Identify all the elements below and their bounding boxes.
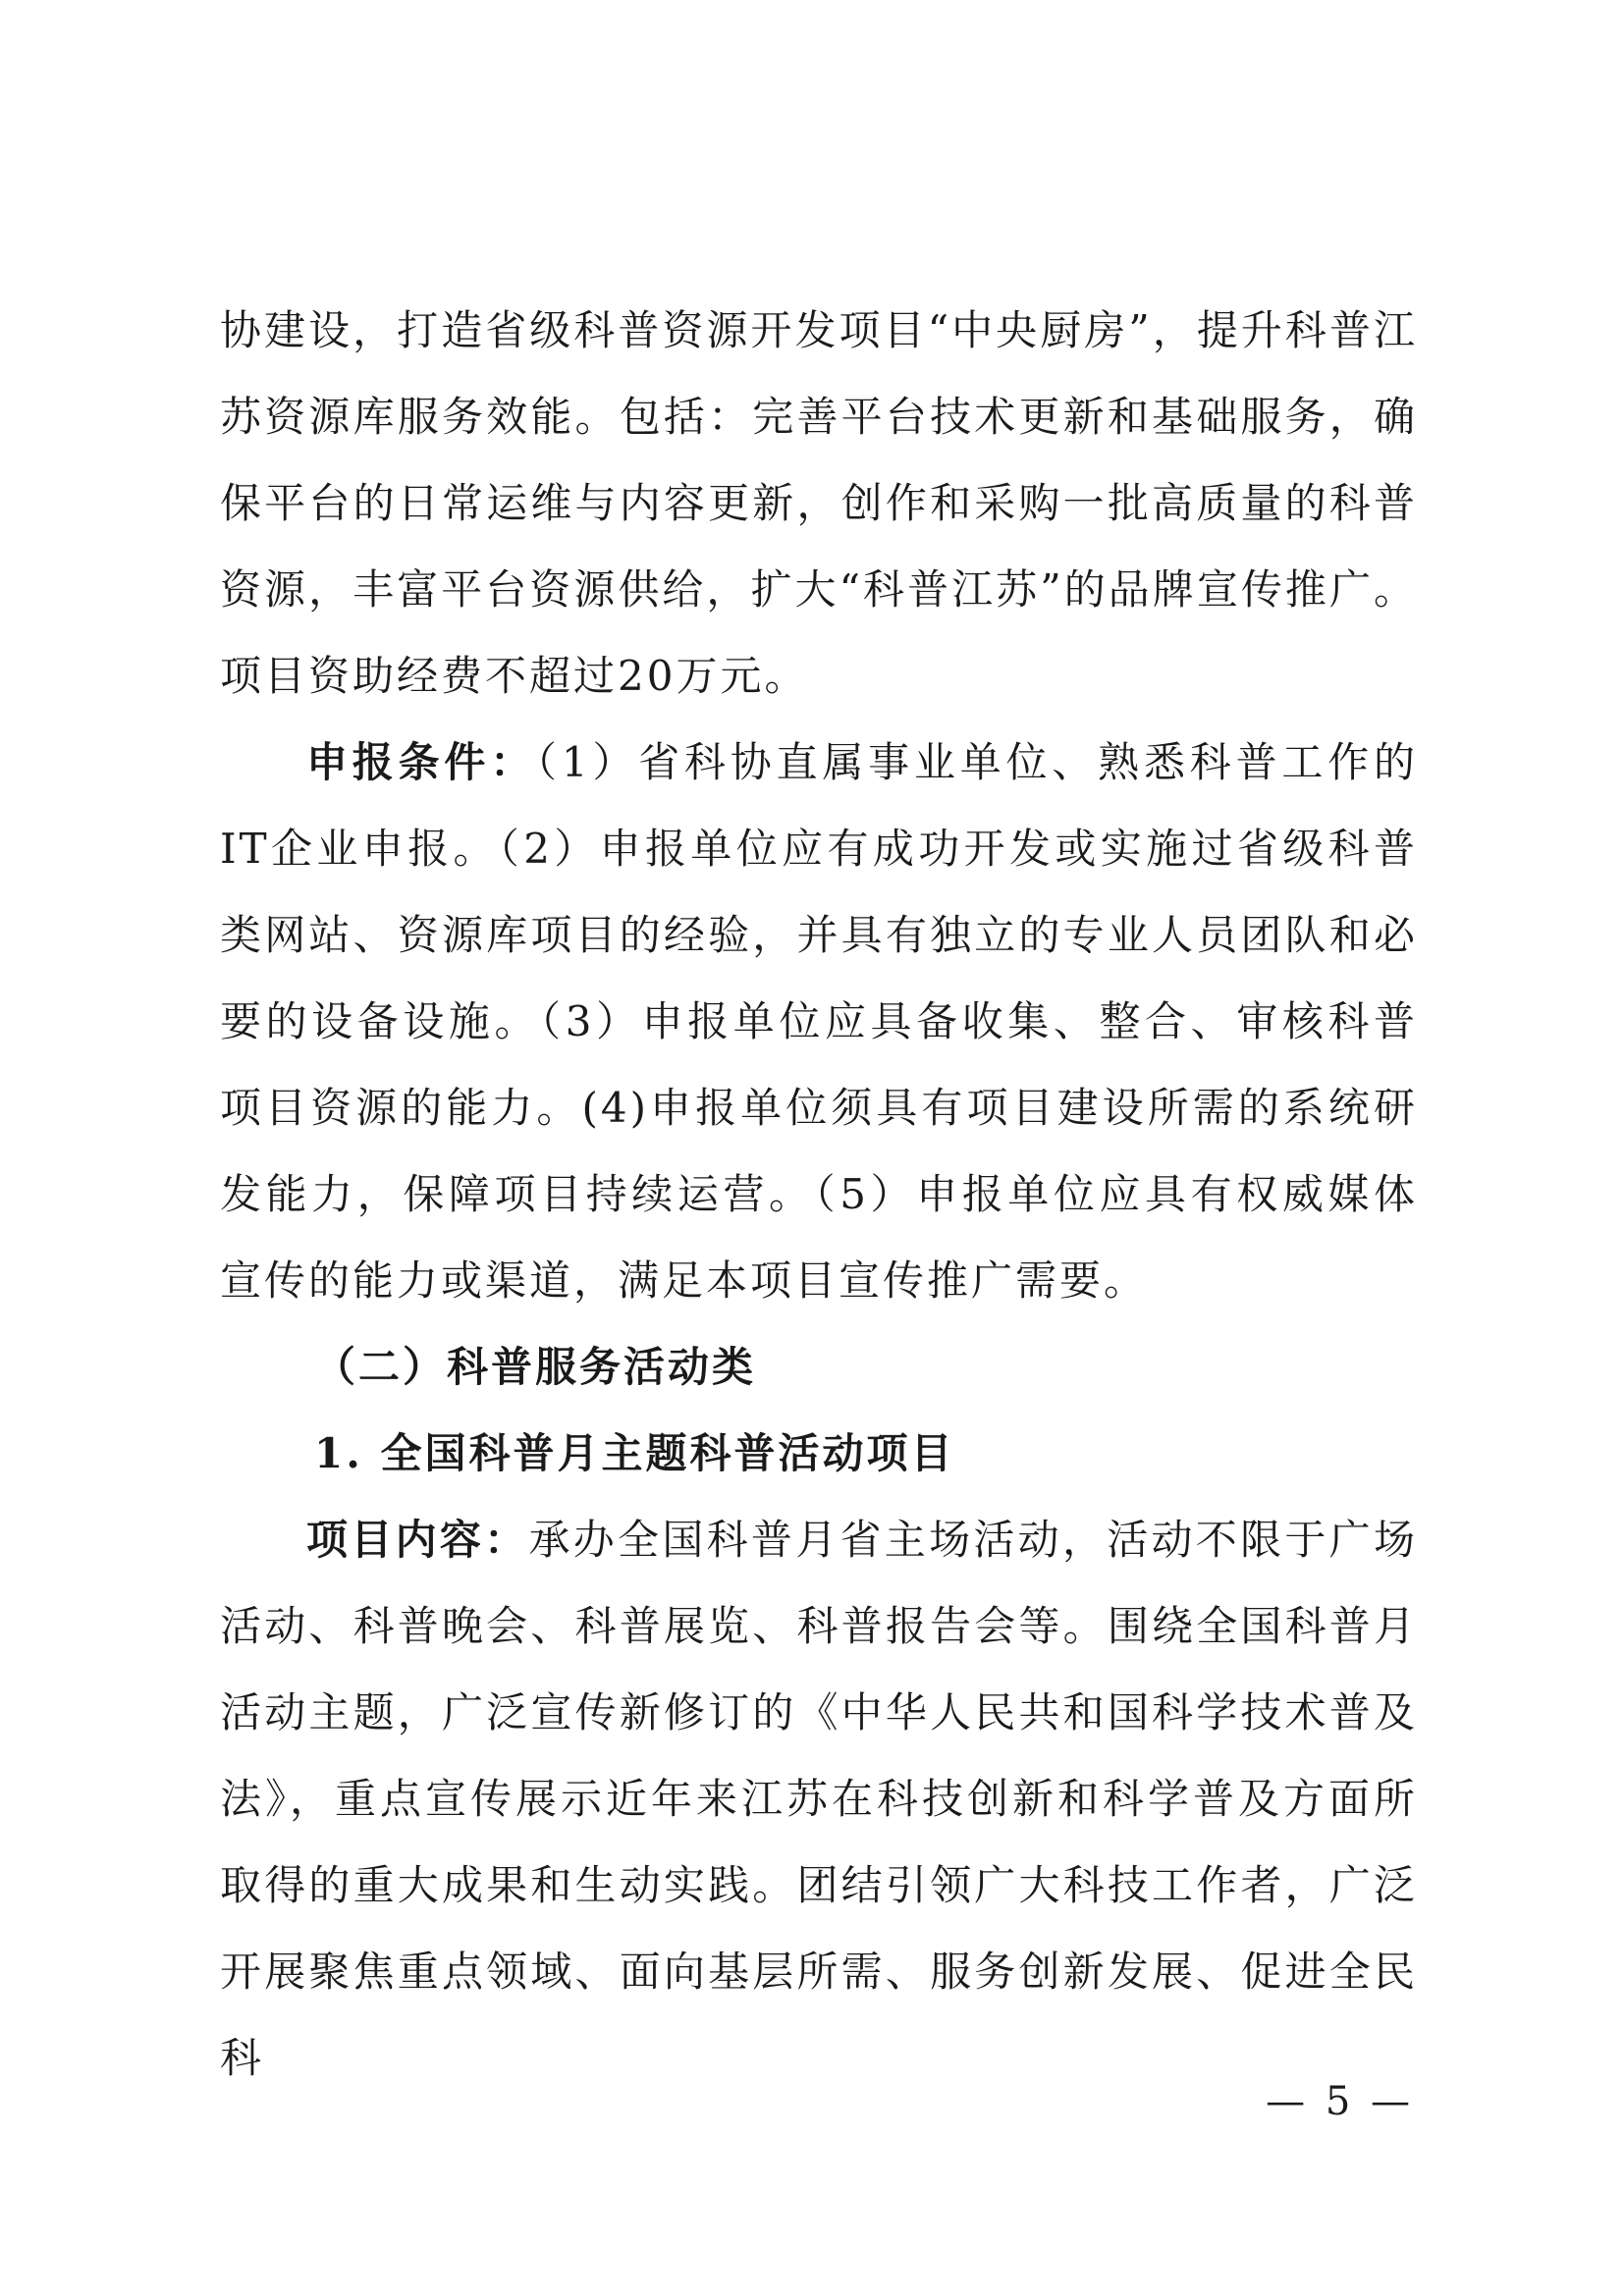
- paragraph-project-content: [220, 1497, 1418, 2102]
- paragraph-application-conditions: [220, 720, 1418, 1324]
- text-application-conditions: （1）省科协直属事业单位、熟悉科普工作的IT企业申报。（2）申报单位应有成功开发或实施过省级科普类网站、资源库项目的经验，并具有独立的专业人员团队和必要的设备设施。（3）申报单位应具备收集、整合、审核科普项目资源的能力。(4)申报单位须具有项目建设所需的系统研发能力，保障项目持续运营。（5）申报单位应具有权威媒体宣传的能力或渠道，满足本项目宣传推广需要。: [220, 738, 1418, 1305]
- document-body: [220, 288, 1418, 2102]
- item-heading-science-month-project: 1. 全国科普月主题科普活动项目: [314, 1429, 955, 1477]
- label-project-content: 项目内容：: [306, 1516, 529, 1564]
- label-application-conditions: 申报条件：: [306, 738, 537, 786]
- paragraph-project-description-continued: 协建设，打造省级科普资源开发项目“中央厨房”，提升科普江苏资源库服务效能。包括：完善平台技术更新和基础服务，确保平台的日常运维与内容更新，创作和采购一批高质量的科普资源，丰富平台资源供给，扩大“科普江苏”的品牌宣传推广。项目资助经费不超过20万元。: [220, 306, 1418, 700]
- text-project-content: 承办全国科普月省主场活动，活动不限于广场活动、科普晚会、科普展览、科普报告会等。围绕全国科普月活动主题，广泛宣传新修订的《中华人民共和国科学技术普及法》，重点宣传展示近年来江苏在科技创新和科学普及方面所取得的重大成果和生动实践。团结引领广大科技工作者，广泛开展聚焦重点领域、面向基层所需、服务创新发展、促进全民科: [220, 1516, 1418, 2082]
- page-number: — 5 —: [1266, 2079, 1414, 2124]
- section-heading-science-service-activities: （二）科普服务活动类: [314, 1343, 757, 1391]
